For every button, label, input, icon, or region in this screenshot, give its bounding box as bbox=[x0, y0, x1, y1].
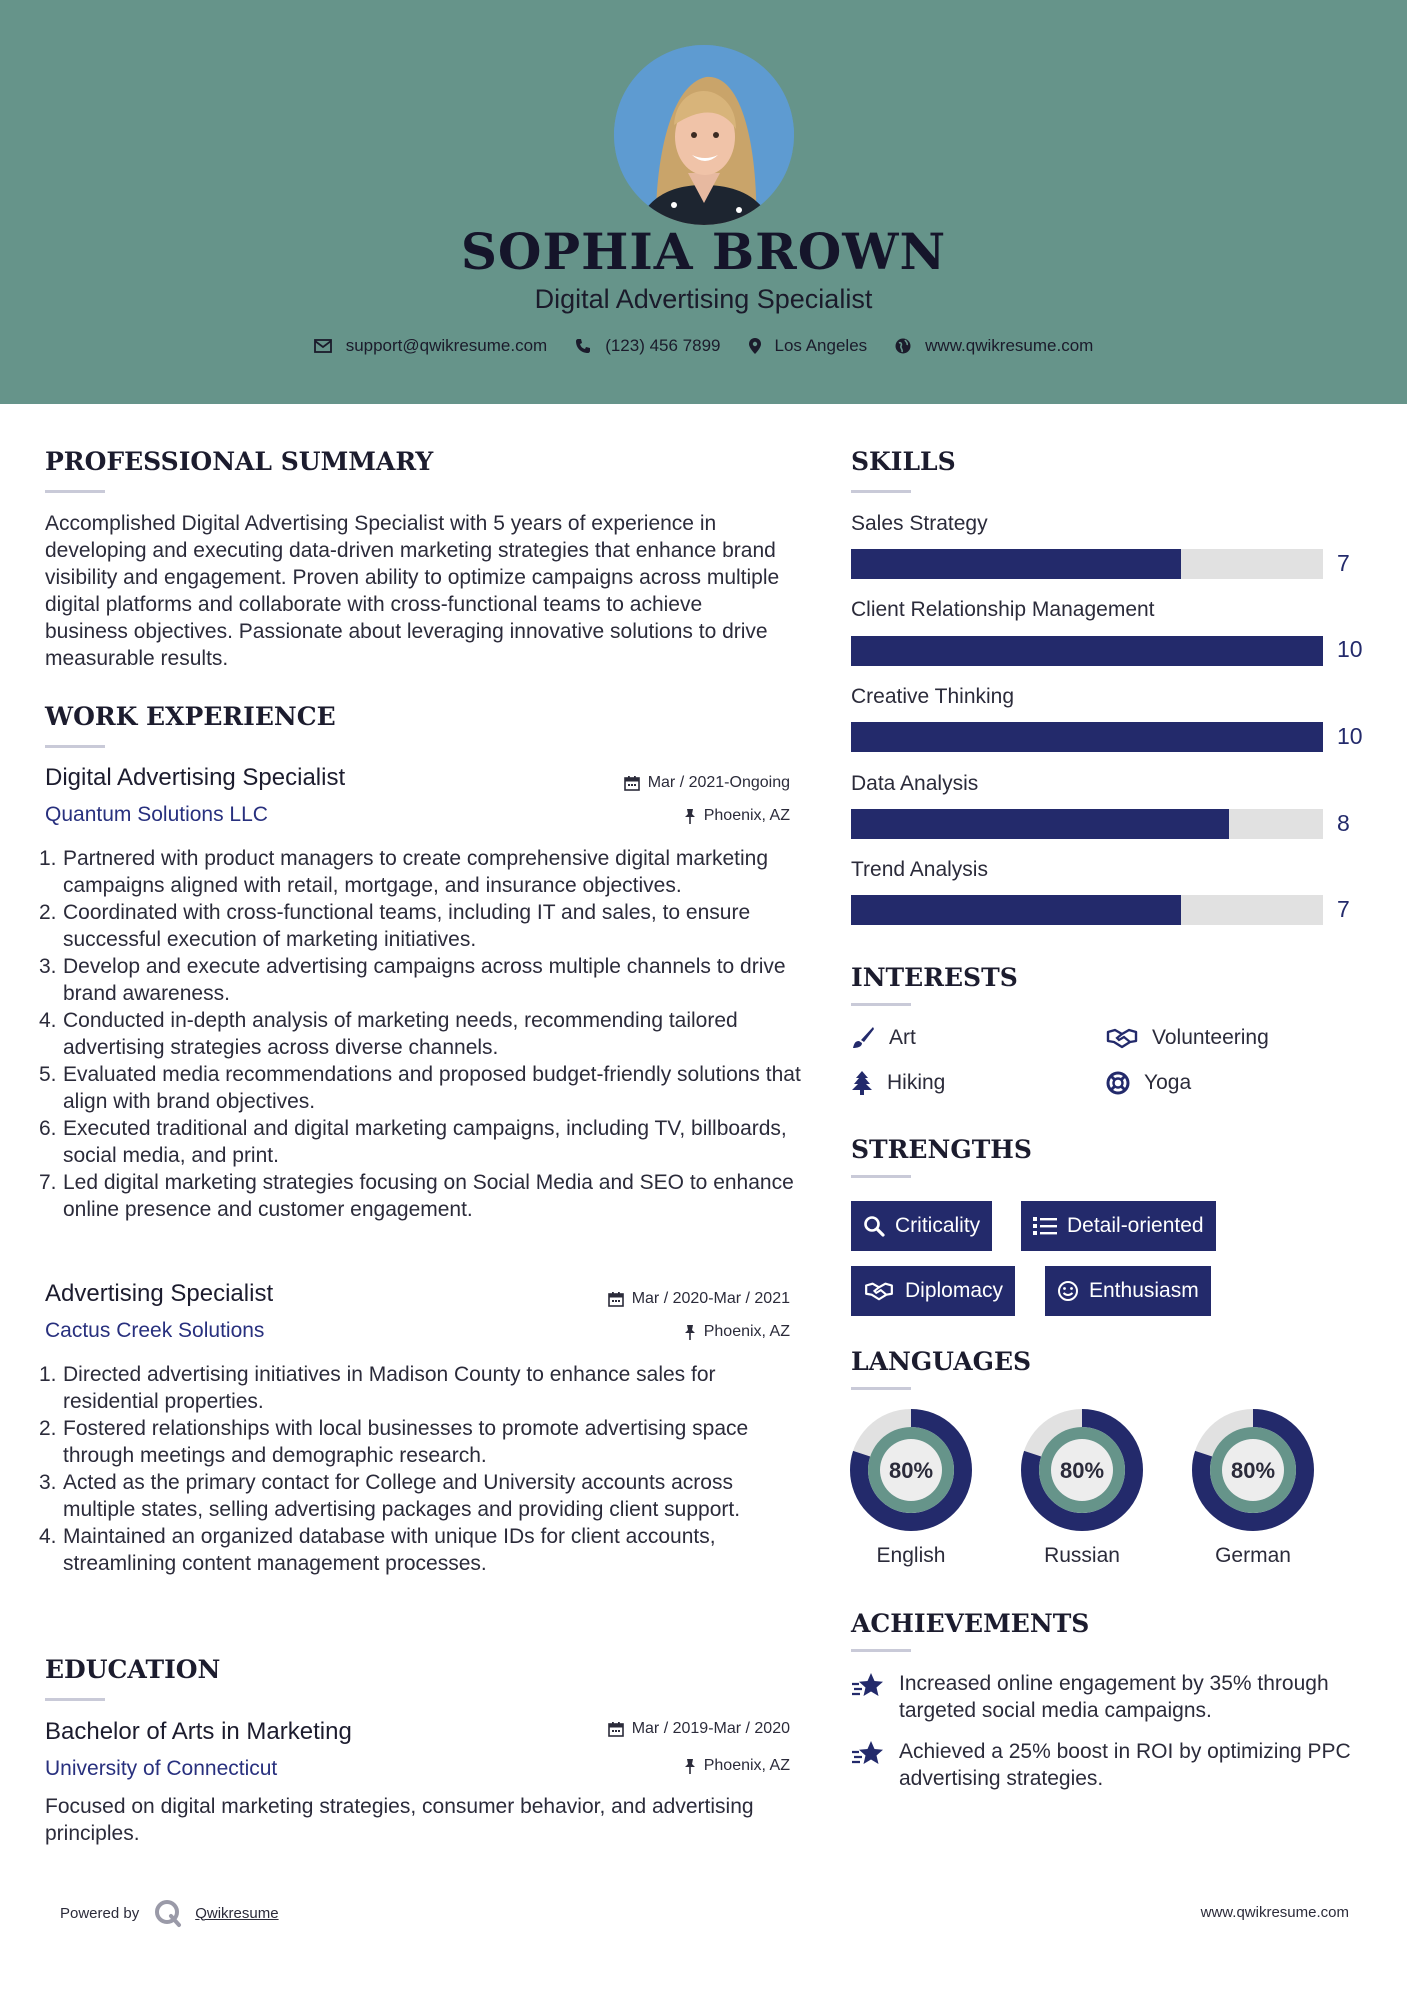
skill-label: Creative Thinking bbox=[851, 685, 1015, 708]
education-location-text: Phoenix, AZ bbox=[703, 1757, 790, 1774]
interest-label: Volunteering bbox=[1152, 1026, 1269, 1049]
star-icon bbox=[851, 1740, 885, 1768]
language-name: German bbox=[1215, 1544, 1291, 1567]
language-gauge bbox=[1191, 1408, 1315, 1537]
list-item: 3. Acted as the primary contact for College and University accounts across multiple states, selling advertising packages and providing client support. bbox=[39, 1471, 741, 1521]
pushpin-icon bbox=[684, 808, 696, 824]
contact-location bbox=[749, 336, 868, 356]
envelope-icon bbox=[314, 339, 332, 353]
list-item: 1. Partnered with product managers to create comprehensive digital marketing campaigns aligned with retail, mortgage, and insurance objectives. bbox=[39, 847, 769, 897]
language-donut bbox=[849, 1408, 973, 1532]
skill-bar bbox=[851, 895, 1323, 925]
skill-bar bbox=[851, 722, 1323, 752]
summary-heading: PROFESSIONAL SUMMARY bbox=[45, 447, 434, 476]
language-name: Russian bbox=[1044, 1544, 1120, 1567]
job-responsibilities bbox=[39, 1361, 805, 1577]
job-dates-text: Mar / 2020-Mar / 2021 bbox=[631, 1290, 790, 1307]
job-location-text: Phoenix, AZ bbox=[703, 807, 790, 824]
skill-score: 7 bbox=[1337, 896, 1350, 922]
language-percent: 80% bbox=[1230, 1458, 1276, 1483]
achievements-divider bbox=[851, 1649, 911, 1652]
list-item: 1. Directed advertising initiatives in Madison County to enhance sales for residential properties. bbox=[39, 1363, 716, 1413]
education-heading: EDUCATION bbox=[45, 1655, 221, 1684]
pushpin-icon bbox=[684, 1758, 696, 1774]
profile-photo bbox=[614, 45, 794, 225]
pushpin-icon bbox=[684, 1324, 696, 1340]
job-title: Digital Advertising Specialist bbox=[45, 764, 346, 791]
list-item: 4. Conducted in-depth analysis of marketing needs, recommending tailored advertising strategies across diverse channels. bbox=[39, 1009, 738, 1059]
education-location bbox=[684, 1757, 790, 1775]
contact-location-text: Los Angeles bbox=[774, 336, 868, 355]
job-location-text: Phoenix, AZ bbox=[703, 1323, 790, 1340]
contact-phone-text: (123) 456 7899 bbox=[605, 336, 721, 355]
contact-email-text: support@qwikresume.com bbox=[345, 336, 548, 355]
brand-link[interactable]: Qwikresume bbox=[195, 1904, 279, 1922]
strength-label: Diplomacy bbox=[905, 1279, 1004, 1302]
candidate-title: Digital Advertising Specialist bbox=[534, 284, 873, 314]
strength-label: Enthusiasm bbox=[1089, 1279, 1199, 1302]
interest-item bbox=[1106, 1026, 1269, 1050]
strengths-heading: STRENGTHS bbox=[851, 1135, 1032, 1164]
candidate-name: SOPHIA BROWN bbox=[460, 222, 947, 281]
skill-label: Data Analysis bbox=[851, 772, 979, 795]
skill-score: 7 bbox=[1337, 550, 1350, 576]
handshake-icon bbox=[863, 1280, 895, 1302]
company-name: Quantum Solutions LLC bbox=[45, 803, 268, 826]
paintbrush-icon bbox=[851, 1026, 875, 1050]
footer-powered-by bbox=[60, 1898, 279, 1928]
strength-label: Criticality bbox=[895, 1214, 981, 1237]
strength-badge bbox=[851, 1266, 1015, 1316]
job-responsibilities bbox=[39, 845, 805, 1223]
skills-divider bbox=[851, 490, 911, 493]
list-icon bbox=[1033, 1216, 1057, 1236]
qwikresume-logo-icon bbox=[153, 1898, 183, 1928]
strength-badge bbox=[851, 1201, 992, 1251]
skill-score: 10 bbox=[1337, 723, 1363, 749]
calendar-icon bbox=[608, 1291, 624, 1307]
job-dates bbox=[624, 774, 790, 792]
achievements-heading: ACHIEVEMENTS bbox=[851, 1609, 1090, 1638]
list-item: 6. Executed traditional and digital marketing campaigns, including TV, billboards, social media, and print. bbox=[39, 1117, 787, 1167]
footer-website[interactable]: www.qwikresume.com bbox=[1200, 1904, 1349, 1921]
strength-badge bbox=[1021, 1201, 1216, 1251]
education-dates bbox=[608, 1720, 790, 1738]
calendar-icon bbox=[624, 775, 640, 791]
skill-label: Sales Strategy bbox=[851, 512, 988, 535]
education-description: Focused on digital marketing strategies, consumer behavior, and advertising principles. bbox=[45, 1795, 754, 1845]
language-percent: 80% bbox=[888, 1458, 934, 1483]
language-percent: 80% bbox=[1059, 1458, 1105, 1483]
skill-bar bbox=[851, 549, 1323, 579]
job-title: Advertising Specialist bbox=[45, 1280, 274, 1307]
achievement-item bbox=[851, 1738, 1361, 1792]
interests-heading: INTERESTS bbox=[851, 963, 1018, 992]
skill-bar-fill bbox=[851, 636, 1323, 666]
globe-icon bbox=[895, 338, 911, 354]
languages-divider bbox=[851, 1387, 911, 1390]
interests-divider bbox=[851, 1003, 911, 1006]
education-dates-text: Mar / 2019-Mar / 2020 bbox=[631, 1720, 790, 1737]
language-gauge bbox=[849, 1408, 973, 1537]
profile-photo-illustration bbox=[614, 45, 794, 225]
skill-bar-fill bbox=[851, 809, 1229, 839]
skill-label: Trend Analysis bbox=[851, 858, 988, 881]
education-divider bbox=[45, 1698, 105, 1701]
skill-bar-fill bbox=[851, 895, 1181, 925]
summary-text: Accomplished Digital Advertising Specialist with 5 years of experience in developing and executing data-driven marketing strategies that enhance brand visibility and engagement. Proven ability to optimize campaigns across multiple digital platforms and collaborate with cross-functional teams to achieve business objectives. Passionate about leveraging innovative solutions to drive measurable results. bbox=[45, 512, 780, 670]
interest-label: Art bbox=[889, 1026, 916, 1049]
job-dates-text: Mar / 2021-Ongoing bbox=[647, 774, 790, 791]
job-location bbox=[684, 807, 790, 825]
language-donut bbox=[1020, 1408, 1144, 1532]
skill-score: 8 bbox=[1337, 810, 1350, 836]
resume-header bbox=[0, 0, 1407, 404]
calendar-icon bbox=[608, 1721, 624, 1737]
list-item: 3. Develop and execute advertising campaigns across multiple channels to drive brand awareness. bbox=[39, 955, 786, 1005]
job-location bbox=[684, 1323, 790, 1341]
achievement-text: Increased online engagement by 35% through targeted social media campaigns. bbox=[899, 1672, 1329, 1722]
map-pin-icon bbox=[749, 338, 761, 354]
smile-icon bbox=[1057, 1280, 1079, 1302]
languages-heading: LANGUAGES bbox=[851, 1347, 1032, 1376]
degree-title: Bachelor of Arts in Marketing bbox=[45, 1718, 352, 1745]
interest-item bbox=[851, 1071, 945, 1095]
achievement-text: Achieved a 25% boost in ROI by optimizing PPC advertising strategies. bbox=[899, 1740, 1351, 1790]
skill-bar bbox=[851, 809, 1323, 839]
skill-score: 10 bbox=[1337, 636, 1363, 662]
list-item: 5. Evaluated media recommendations and proposed budget-friendly solutions that align with brand objectives. bbox=[39, 1063, 801, 1113]
experience-heading: WORK EXPERIENCE bbox=[45, 702, 336, 731]
language-donut bbox=[1191, 1408, 1315, 1532]
list-item: 7. Led digital marketing strategies focusing on Social Media and SEO to enhance online presence and customer engagement. bbox=[39, 1171, 794, 1221]
powered-by-label: Powered by bbox=[60, 1904, 140, 1922]
experience-divider bbox=[45, 745, 105, 748]
interest-label: Yoga bbox=[1144, 1071, 1192, 1094]
achievement-item bbox=[851, 1670, 1361, 1724]
job-dates bbox=[608, 1290, 790, 1308]
strength-label: Detail-oriented bbox=[1067, 1214, 1204, 1237]
phone-icon bbox=[575, 338, 591, 354]
contact-website[interactable] bbox=[895, 336, 1093, 356]
school-name: University of Connecticut bbox=[45, 1757, 278, 1780]
skill-bar-fill bbox=[851, 549, 1181, 579]
contact-email[interactable] bbox=[314, 336, 548, 356]
handshake-icon bbox=[1106, 1026, 1138, 1050]
skill-bar bbox=[851, 636, 1323, 666]
strengths-divider bbox=[851, 1175, 911, 1178]
skill-bar-fill bbox=[851, 722, 1323, 752]
list-item: 2. Coordinated with cross-functional teams, including IT and sales, to ensure successful execution of marketing initiatives. bbox=[39, 901, 751, 951]
summary-divider bbox=[45, 490, 105, 493]
star-icon bbox=[851, 1672, 885, 1700]
lifebuoy-icon bbox=[1106, 1071, 1130, 1095]
contact-bar bbox=[0, 336, 1407, 356]
skills-heading: SKILLS bbox=[851, 447, 956, 476]
tree-icon bbox=[851, 1071, 873, 1095]
interest-item bbox=[1106, 1071, 1191, 1095]
interest-label: Hiking bbox=[887, 1071, 946, 1094]
search-icon bbox=[863, 1215, 885, 1237]
language-name: English bbox=[876, 1544, 946, 1567]
contact-website-text: www.qwikresume.com bbox=[925, 336, 1094, 355]
language-gauge bbox=[1020, 1408, 1144, 1537]
interest-item bbox=[851, 1026, 916, 1050]
strength-badge bbox=[1045, 1266, 1211, 1316]
contact-phone[interactable] bbox=[575, 336, 720, 356]
list-item: 4. Maintained an organized database with unique IDs for client accounts, streamlining content management processes. bbox=[39, 1525, 716, 1575]
skill-label: Client Relationship Management bbox=[851, 598, 1155, 621]
list-item: 2. Fostered relationships with local businesses to promote advertising space through meetings and demographic research. bbox=[39, 1417, 749, 1467]
company-name: Cactus Creek Solutions bbox=[45, 1319, 265, 1342]
